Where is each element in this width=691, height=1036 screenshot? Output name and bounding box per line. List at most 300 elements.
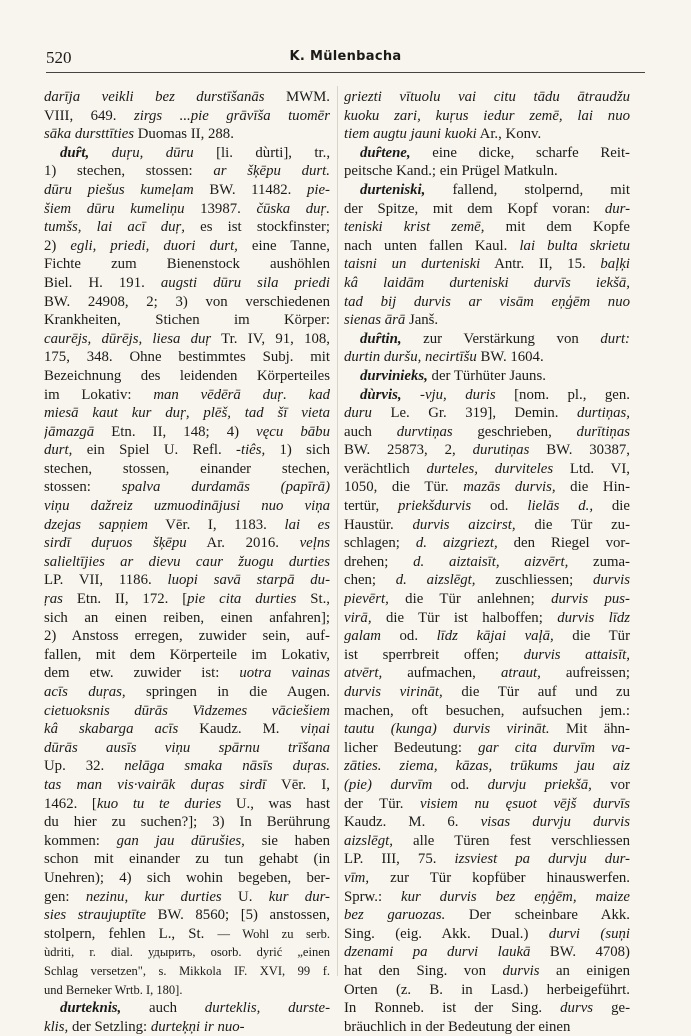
body-text: 175, 348. Ohne bestimmtes Subj. mit <box>44 349 330 366</box>
text-line <box>44 423 330 442</box>
body-text: Duomas II, 288. <box>134 126 234 143</box>
body-text: peitsche Kand.; ein Prügel Matkuln. <box>344 163 558 180</box>
body-text: BW. 30387, <box>529 442 630 459</box>
italic-text: klis, <box>44 1018 69 1035</box>
body-text: LP. III, 75. <box>344 851 455 868</box>
italic-text: durvs <box>560 1000 594 1017</box>
body-text: In Ronneb. ist der Sing. <box>344 1000 561 1017</box>
text-line <box>344 125 630 144</box>
text-line <box>44 999 330 1018</box>
text-line <box>344 107 630 126</box>
text-line <box>344 664 630 683</box>
text-line <box>44 237 330 256</box>
text-line <box>44 981 330 1000</box>
text-line <box>44 720 330 739</box>
text-line <box>344 702 630 721</box>
italic-text: līdz kājai vaļā, <box>436 628 554 645</box>
text-line <box>344 423 630 442</box>
text-line <box>44 88 330 107</box>
text-line <box>344 869 630 888</box>
body-text: U., was hast <box>221 795 330 812</box>
body-text: eine dicke, scharfe Reit- <box>410 144 630 161</box>
italic-text: sāka dursttīties <box>44 126 135 143</box>
text-line <box>344 348 630 367</box>
text-line <box>344 181 630 200</box>
body-text: Vēr. I, 1183. <box>147 516 285 533</box>
body-text: die <box>593 498 630 515</box>
text-line <box>344 720 630 739</box>
italic-text: nelāga smaka nāsīs duŗas. <box>124 758 330 775</box>
body-text: 1) sich <box>265 442 330 459</box>
text-line <box>344 144 630 163</box>
text-line <box>344 888 630 907</box>
text-line <box>344 478 630 497</box>
body-text: Etn. II, 172. [ <box>62 591 188 608</box>
body-text: chen; <box>344 572 396 589</box>
body-text: Etn. II, 148; 4) <box>94 423 257 440</box>
body-text: VIII, 649. <box>44 107 134 124</box>
body-text: zur Verstärkung von <box>401 330 601 347</box>
body-text: LP. VII, 1186. <box>44 572 168 589</box>
text-line <box>44 757 330 776</box>
text-line <box>344 757 630 776</box>
etymology-note: Schlag versetzen", s. Mikkola IF. XVI, 99 f. <box>44 963 330 978</box>
body-text: ge- <box>593 1000 630 1017</box>
italic-text: zāties. ziema, kāzas, trūkums jau aiz <box>344 758 630 775</box>
page-number: 520 <box>46 48 72 67</box>
text-line <box>344 367 630 386</box>
text-line <box>44 702 330 721</box>
body-text: 2) Anstoss erregen, zuwider sein, auf- <box>44 628 330 645</box>
text-line <box>344 962 630 981</box>
body-text: Sprw.: <box>344 888 402 905</box>
body-text: die Tür auf und zu <box>442 684 630 700</box>
text-line <box>44 255 330 274</box>
text-line <box>44 534 330 553</box>
italic-text: pievērt, <box>344 591 389 608</box>
text-line <box>44 813 330 832</box>
text-line <box>344 218 630 237</box>
text-line <box>44 200 330 219</box>
text-line <box>344 386 630 405</box>
italic-text: d. aizslēgt, <box>395 572 476 589</box>
text-line <box>344 553 630 572</box>
italic-text: bez garuozas. <box>344 907 446 924</box>
body-text: Ar., Konv. <box>476 126 542 143</box>
body-text: gen: <box>44 888 86 905</box>
text-line <box>44 404 330 423</box>
italic-text: durvtiņas <box>396 423 453 440</box>
text-line <box>44 497 330 516</box>
body-text: auch <box>344 423 397 440</box>
body-text: im Lokativ: <box>44 386 154 403</box>
italic-text: luopi savā starpā du- <box>167 572 330 589</box>
italic-text: gar cita durvīm va- <box>478 739 630 756</box>
text-line <box>44 627 330 646</box>
text-line <box>44 348 330 367</box>
body-text: eine Tanne, <box>237 237 330 254</box>
body-text: kommen: <box>44 832 117 849</box>
italic-text: dur- <box>604 200 630 217</box>
italic-text: (pie) durvīm <box>344 776 433 793</box>
italic-text: taisni un durteniski <box>344 256 481 273</box>
italic-text: durvis attaisīt, <box>523 646 630 663</box>
italic-text: jāmazgā <box>44 423 95 440</box>
body-text: Janš. <box>405 312 439 329</box>
italic-text: griezti vītuolu vai citu tādu ātraudžu <box>344 89 630 105</box>
text-line <box>344 534 630 553</box>
italic-text: lai bulta skrietu <box>519 237 630 254</box>
text-line <box>344 813 630 832</box>
italic-text: durtin duršu, necirtīšu <box>344 349 477 366</box>
italic-text: tumšs, lai acī duŗ, <box>44 219 185 236</box>
italic-text: cietuoksnis dūrās Vidzemes vāciešiem <box>44 702 330 719</box>
body-text: U. <box>221 888 269 905</box>
text-line <box>44 832 330 851</box>
italic-text: durt, <box>44 442 73 459</box>
body-text: aufreissen; <box>540 665 630 682</box>
body-text: Ar. 2016. <box>186 535 300 552</box>
italic-text: kur dur- <box>268 888 330 905</box>
body-text: BW. 1604. <box>476 349 544 366</box>
italic-text: šiem dūru kumeliņu <box>44 200 185 217</box>
italic-text: durītiņas <box>576 423 630 440</box>
text-line <box>344 293 630 312</box>
text-line <box>344 274 630 293</box>
text-line <box>344 850 630 869</box>
italic-text: kuo tu te duries <box>96 795 222 812</box>
italic-text: durteles, durviteles <box>426 460 554 477</box>
italic-text: vju, <box>424 386 447 403</box>
body-text: geschrieben, <box>452 423 577 440</box>
italic-text: pie- <box>306 181 330 198</box>
left-column <box>44 88 330 1036</box>
body-text: dem etw. zuwider ist: <box>44 665 240 682</box>
text-line <box>344 237 630 256</box>
text-line <box>344 776 630 795</box>
text-line <box>44 181 330 200</box>
body-text: BW. 24908, 2; 3) von verschiedenen <box>44 293 330 310</box>
italic-text: tiem augtu jauni kuoki <box>344 126 477 143</box>
italic-text: acīs duŗas, <box>44 684 126 700</box>
body-text: Mit ähn- <box>549 721 630 738</box>
italic-text: baļķi <box>600 256 630 273</box>
italic-text: d. aizgriezt, <box>415 535 498 552</box>
italic-text: augsti dūru sila priedi <box>160 274 330 291</box>
italic-text: ar šķēpu durt. <box>213 163 330 180</box>
italic-text: miesā kaut kur duŗ, plēš, tad šī vieta <box>44 405 330 422</box>
body-text: BW. 25873, 2, <box>344 442 473 459</box>
etymology-note: und Berneker Wrtb. I, 180]. <box>44 982 183 997</box>
italic-text: durvis <box>593 572 630 589</box>
text-line <box>44 218 330 237</box>
body-text: zuma- <box>568 553 630 570</box>
text-line <box>344 1018 630 1036</box>
italic-text: kâ laidām durteniski durvīs iekšā, <box>344 274 630 291</box>
italic-text: izsviest pa durvju dur- <box>454 851 630 868</box>
italic-text: nezinu, kur durties <box>85 888 222 905</box>
italic-text: aizslēgt, <box>344 832 393 849</box>
body-text: sie haben <box>244 832 330 849</box>
body-text: - <box>401 386 425 403</box>
text-line <box>44 943 330 962</box>
italic-text: durteklis, durste- <box>204 1000 330 1017</box>
italic-text: duŗu, dūru <box>111 144 194 161</box>
body-text: mit dem Kopfe <box>484 219 630 236</box>
italic-text: tad bij durvis ar visām eņģēm nuo <box>344 293 630 310</box>
italic-text: tiês, <box>240 442 266 459</box>
italic-text: zirgs ...pie grāvīša tuomēr <box>133 107 330 124</box>
body-text: licher Bedeutung: <box>344 739 479 756</box>
body-text: machen, oft besuchen, aufsuchen jem.: <box>344 702 630 719</box>
body-text: nach unten fallen Kaul. <box>344 237 520 254</box>
entry-headword: durteknis, <box>60 1000 122 1017</box>
body-text: der Setzling: <box>68 1018 151 1035</box>
body-text: fallend, stolpernd, mit <box>425 181 630 198</box>
entry-headword: durteniski, <box>360 181 426 198</box>
body-text: an einigen <box>539 962 630 979</box>
italic-text: sirdī duŗuos šķēpu <box>44 535 187 552</box>
body-text: Ltd. VI, <box>553 460 630 477</box>
body-text: BW. 4708) <box>530 944 630 961</box>
body-text: Der scheinbare Akk. <box>445 907 630 924</box>
italic-text: mazās durvis, <box>463 479 556 496</box>
italic-text: priekšdurvis <box>398 498 472 515</box>
body-text: 13987. <box>184 200 257 217</box>
body-text: die Hin- <box>555 479 630 496</box>
italic-text: dzenami pa durvi laukā <box>344 944 531 961</box>
body-text: BW. 11482. <box>193 181 307 198</box>
text-line <box>344 943 630 962</box>
text-line <box>344 590 630 609</box>
text-line <box>344 981 630 1000</box>
body-text: 2) <box>44 237 71 254</box>
italic-text: tautu (kunga) durvis virināt. <box>344 721 550 738</box>
body-text: Orten (z. B. in Lasd.) herbeigeführt. <box>344 981 630 998</box>
body-text: stolpern, fehlen L., St. <box>44 925 218 942</box>
text-line <box>344 200 630 219</box>
body-text: sich an einen reiben, einen anfahren]; <box>44 609 330 626</box>
italic-text: sies straujuptīte <box>44 907 147 924</box>
text-line <box>44 888 330 907</box>
body-text: tertür, <box>344 498 398 515</box>
text-line <box>44 850 330 869</box>
italic-text: durteķņi ir nuo- <box>150 1018 245 1035</box>
body-text: od. <box>381 628 437 645</box>
text-line <box>44 107 330 126</box>
body-text: [li. dùrti], tr., <box>193 144 330 161</box>
text-line <box>44 906 330 925</box>
body-text: Haustür. <box>344 516 413 533</box>
italic-text: egli, priedi, duori durt, <box>70 237 238 254</box>
body-text: fallen, mit dem Körperteile im Lokativ, <box>44 646 330 663</box>
text-line <box>344 460 630 479</box>
body-text: den Riegel vor- <box>497 535 630 552</box>
body-text: Tr. IV, 91, 108, <box>211 330 330 347</box>
page-header <box>46 48 645 73</box>
body-text: auch <box>121 1000 205 1017</box>
italic-text: durvis līdz <box>557 609 630 626</box>
body-text: od. <box>432 776 488 793</box>
text-line <box>44 683 330 702</box>
body-text: vor <box>591 776 630 793</box>
text-line <box>344 441 630 460</box>
text-line <box>344 832 630 851</box>
text-line <box>44 795 330 814</box>
italic-text: spalva durdamās (papīrā) <box>121 479 330 496</box>
body-text: ist sperrbreit offen; <box>344 646 524 663</box>
text-line <box>344 516 630 535</box>
text-line <box>44 367 330 386</box>
etymology-note: ùdriti, r. dial. удырить, osorb. dyrić „einen <box>44 945 330 960</box>
body-text: die Tür ist halboffen; <box>371 609 558 626</box>
italic-text: vīm, <box>344 869 370 886</box>
italic-text: duru <box>344 405 372 422</box>
text-line <box>44 460 330 479</box>
body-text <box>89 145 111 161</box>
text-line <box>44 311 330 330</box>
text-line <box>44 274 330 293</box>
italic-text: durvju priekšā, <box>487 776 592 793</box>
text-line <box>344 925 630 944</box>
text-line <box>344 609 630 628</box>
italic-text: ŗas <box>44 591 63 608</box>
italic-text: d. aiztaisīt, aizvērt, <box>413 553 569 570</box>
italic-text: galam <box>344 628 381 645</box>
text-line <box>44 1018 330 1036</box>
italic-text: visiem nu ęsuot vējš durvīs <box>419 795 630 812</box>
text-line <box>44 590 330 609</box>
body-text: zur Tür kopfüber hinauswerfen. <box>369 869 630 886</box>
body-text: Vēr. I, <box>266 776 330 793</box>
italic-text: sienas ārā <box>344 312 406 329</box>
text-line <box>44 293 330 312</box>
body-text: springen in die Augen. <box>125 684 330 700</box>
body-text: Le. Gr. 319], Demin. <box>371 405 577 422</box>
text-line <box>344 906 630 925</box>
body-text: St., <box>296 591 330 608</box>
text-line <box>344 497 630 516</box>
body-text: Biel. H. 191. <box>44 274 161 291</box>
body-text: Krankheiten, Stichen im Körper: <box>44 312 330 329</box>
body-text: [nom. pl., gen. <box>495 386 630 403</box>
text-line <box>344 330 630 349</box>
italic-text: viņai <box>300 721 330 738</box>
text-line <box>44 609 330 628</box>
entry-headword: durvinieks, <box>360 367 428 384</box>
italic-text: gan jau dūrušies, <box>116 832 245 849</box>
body-text: MWM. <box>264 89 330 105</box>
italic-text: visas durvju durvis <box>480 814 630 831</box>
body-text: die Tür <box>553 628 630 645</box>
entry-headword: duȓtin, <box>360 330 402 347</box>
body-text: bräuchlich in der Bedeutung der einen <box>344 1018 571 1035</box>
italic-text: dzejas sapņiem <box>44 516 148 533</box>
body-text: du hier zu suchen?]; 3) In Berührung <box>44 814 330 831</box>
body-text: schon mit einander zu tun gehabt (in <box>44 851 330 868</box>
body-text: Fichte zum Bienenstock aushöhlen <box>44 256 330 273</box>
italic-text: viņu dažreiz uzmuodinājusi nuo viņa <box>44 498 330 515</box>
column-divider <box>337 86 338 976</box>
text-line <box>44 162 330 181</box>
entry-headword: duȓtene, <box>360 144 411 161</box>
body-text: stossen: <box>44 479 122 496</box>
text-line <box>344 88 630 107</box>
text-line <box>44 739 330 758</box>
body-text: Sing. (eig. Akk. Dual.) <box>344 925 549 942</box>
etymology-note: — Wohl zu serb. <box>217 926 330 941</box>
body-text: BW. 8560; [5) anstossen, <box>146 907 330 924</box>
text-line <box>44 776 330 795</box>
italic-text: lielās d., <box>527 498 594 515</box>
text-line <box>44 962 330 981</box>
body-text: die Tür zu- <box>515 516 630 533</box>
italic-text: kuoku zari, kuŗus iedur zemē, lai nuo <box>344 107 630 124</box>
body-text: Up. 32. <box>44 758 125 775</box>
text-line <box>44 144 330 163</box>
body-text: stechen, stossen, einander stechen, <box>44 460 330 477</box>
text-line <box>344 627 630 646</box>
text-line <box>44 386 330 405</box>
body-text: der Spitze, mit dem Kopf voran: <box>344 200 605 217</box>
body-text: drehen; <box>344 553 414 570</box>
italic-text: teniski krist zemē, <box>344 219 485 236</box>
italic-text: uotra vainas <box>239 665 330 682</box>
italic-text: dūrās ausīs viņu spārnu trīšana <box>44 739 330 756</box>
body-text: 1462. [ <box>44 795 97 812</box>
italic-text: vęcu bābu <box>256 423 330 440</box>
italic-text: durtiņas, <box>576 405 630 422</box>
text-line <box>344 255 630 274</box>
italic-text: durvis aizcirst, <box>412 516 516 533</box>
right-column <box>344 88 630 1036</box>
italic-text: kâ skabarga acīs <box>44 721 179 738</box>
entry-headword: duȓt, <box>60 144 90 161</box>
italic-text: durvis pus- <box>551 591 630 608</box>
body-text: Kaudz. M. <box>178 721 301 738</box>
body-text <box>447 387 465 403</box>
body-text: zuschliessen; <box>475 572 593 589</box>
text-line <box>44 516 330 535</box>
running-head-author: K. Mülenbacha <box>289 49 402 64</box>
italic-text: duris <box>465 386 496 403</box>
italic-text: durvis virināt, <box>344 684 443 700</box>
italic-text: durutiņas <box>472 442 530 459</box>
italic-text: darīja veikli bez durstīšanās <box>44 89 265 105</box>
italic-text: veļns <box>299 535 330 552</box>
body-text: Antr. II, 15. <box>480 256 601 273</box>
text-line <box>44 441 330 460</box>
body-text: Bezeichnung des leidenden Körperteiles <box>44 367 330 384</box>
italic-text: virā, <box>344 609 372 626</box>
text-line <box>344 162 630 181</box>
text-line <box>344 311 630 330</box>
body-text: aufmachen, <box>382 665 501 682</box>
text-line <box>44 646 330 665</box>
body-text: der Tür. <box>344 795 420 812</box>
italic-text: durvi (suņi <box>548 925 630 942</box>
body-text: die Tür anlehnen; <box>388 591 552 608</box>
italic-text: pie cita durties <box>187 591 297 608</box>
text-line <box>44 125 330 144</box>
body-text: Unehren); 4) sich wohin begeben, ber- <box>44 869 330 886</box>
italic-text: atvērt, <box>344 665 383 682</box>
body-text: hat den Sing. von <box>344 962 503 979</box>
text-line <box>344 739 630 758</box>
text-line <box>344 683 630 702</box>
italic-text: durvis <box>502 962 540 979</box>
text-line <box>44 664 330 683</box>
